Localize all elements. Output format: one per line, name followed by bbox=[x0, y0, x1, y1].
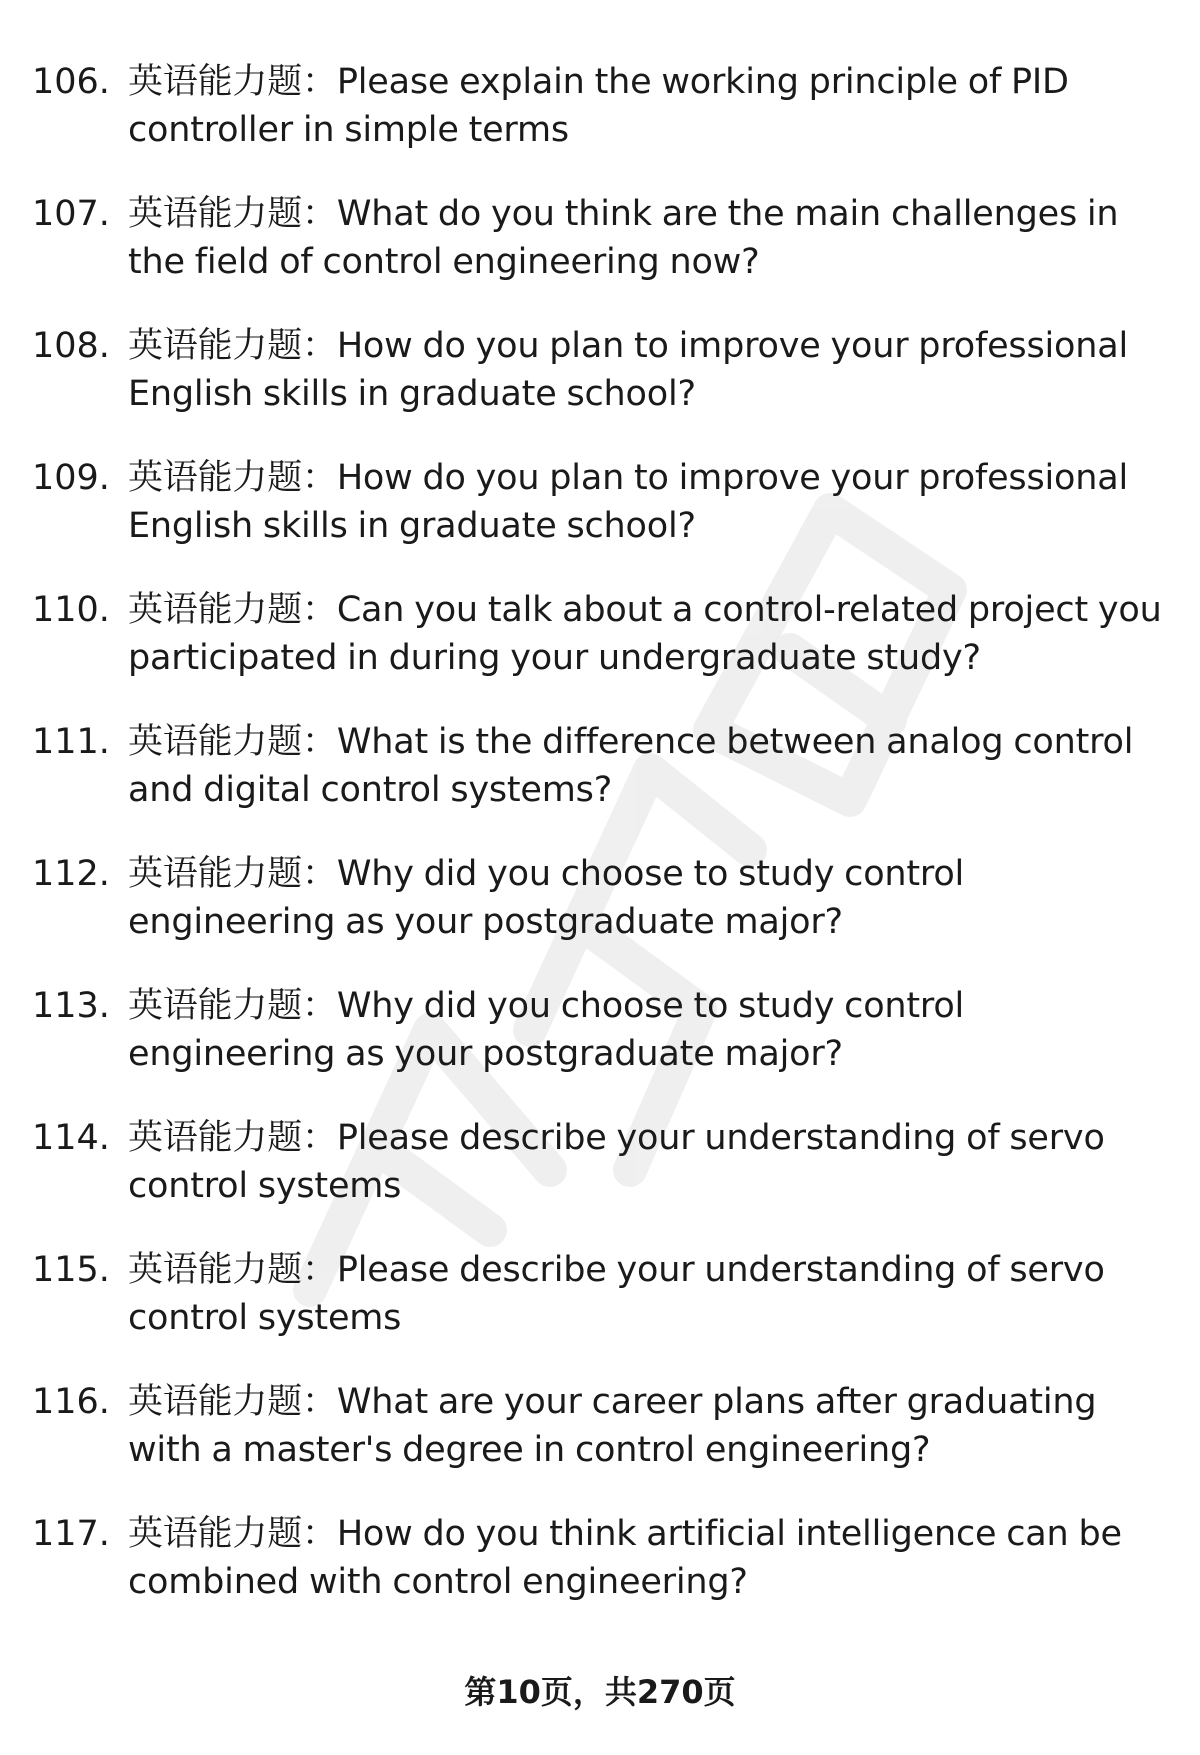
question-number: 106. bbox=[32, 62, 110, 102]
question-number: 117. bbox=[32, 1514, 110, 1554]
question-category: 英语能力题： bbox=[128, 722, 337, 762]
question-body bbox=[128, 454, 1172, 550]
question-body bbox=[128, 58, 1172, 154]
question-number: 112. bbox=[32, 854, 110, 894]
question-category: 英语能力题： bbox=[128, 986, 337, 1026]
question-item bbox=[32, 1378, 1172, 1510]
question-item bbox=[32, 718, 1172, 850]
question-category: 英语能力题： bbox=[128, 62, 337, 102]
question-text: What is the difference between analog control and digital control systems? bbox=[128, 722, 1134, 810]
question-text: Please explain the working principle of PID controller in simple terms bbox=[128, 62, 1069, 150]
question-body bbox=[128, 586, 1172, 682]
page-number-footer: 第10页，共270页 bbox=[464, 1673, 736, 1711]
question-text: Why did you choose to study control engineering as your postgraduate major? bbox=[128, 986, 965, 1074]
question-category: 英语能力题： bbox=[128, 326, 337, 366]
question-item bbox=[32, 1246, 1172, 1378]
question-category: 英语能力题： bbox=[128, 1382, 337, 1422]
question-number: 116. bbox=[32, 1382, 110, 1422]
question-category: 英语能力题： bbox=[128, 458, 337, 498]
question-text: How do you plan to improve your professional English skills in graduate school? bbox=[128, 326, 1128, 414]
question-item bbox=[32, 1114, 1172, 1246]
question-body bbox=[128, 1246, 1172, 1342]
question-number: 114. bbox=[32, 1118, 110, 1158]
question-item bbox=[32, 190, 1172, 322]
question-number: 109. bbox=[32, 458, 110, 498]
question-text: Can you talk about a control-related project you participated in during your undergraduate study? bbox=[128, 590, 1162, 678]
question-text: How do you plan to improve your professional English skills in graduate school? bbox=[128, 458, 1128, 546]
question-text: What are your career plans after graduating with a master's degree in control engineering? bbox=[128, 1382, 1097, 1470]
question-text: Please describe your understanding of servo control systems bbox=[128, 1250, 1105, 1338]
question-item bbox=[32, 454, 1172, 586]
question-number: 111. bbox=[32, 722, 110, 762]
question-body bbox=[128, 322, 1172, 418]
question-category: 英语能力题： bbox=[128, 194, 337, 234]
question-body bbox=[128, 982, 1172, 1078]
question-category: 英语能力题： bbox=[128, 590, 337, 630]
question-category: 英语能力题： bbox=[128, 854, 337, 894]
question-item bbox=[32, 586, 1172, 718]
question-body bbox=[128, 1378, 1172, 1474]
question-number: 113. bbox=[32, 986, 110, 1026]
question-category: 英语能力题： bbox=[128, 1118, 337, 1158]
question-item bbox=[32, 982, 1172, 1114]
question-number: 115. bbox=[32, 1250, 110, 1290]
question-item bbox=[32, 850, 1172, 982]
question-list bbox=[32, 58, 1172, 1642]
question-body bbox=[128, 1510, 1172, 1606]
question-category: 英语能力题： bbox=[128, 1250, 337, 1290]
question-text: Why did you choose to study control engineering as your postgraduate major? bbox=[128, 854, 965, 942]
question-item bbox=[32, 322, 1172, 454]
question-body bbox=[128, 190, 1172, 286]
question-category: 英语能力题： bbox=[128, 1514, 337, 1554]
question-number: 108. bbox=[32, 326, 110, 366]
question-body bbox=[128, 1114, 1172, 1210]
question-number: 107. bbox=[32, 194, 110, 234]
question-text: What do you think are the main challenges in the field of control engineering now? bbox=[128, 194, 1119, 282]
question-item bbox=[32, 58, 1172, 190]
question-number: 110. bbox=[32, 590, 110, 630]
question-text: Please describe your understanding of servo control systems bbox=[128, 1118, 1105, 1206]
question-body bbox=[128, 850, 1172, 946]
question-body bbox=[128, 718, 1172, 814]
question-item bbox=[32, 1510, 1172, 1642]
question-text: How do you think artificial intelligence can be combined with control engineering? bbox=[128, 1514, 1122, 1602]
